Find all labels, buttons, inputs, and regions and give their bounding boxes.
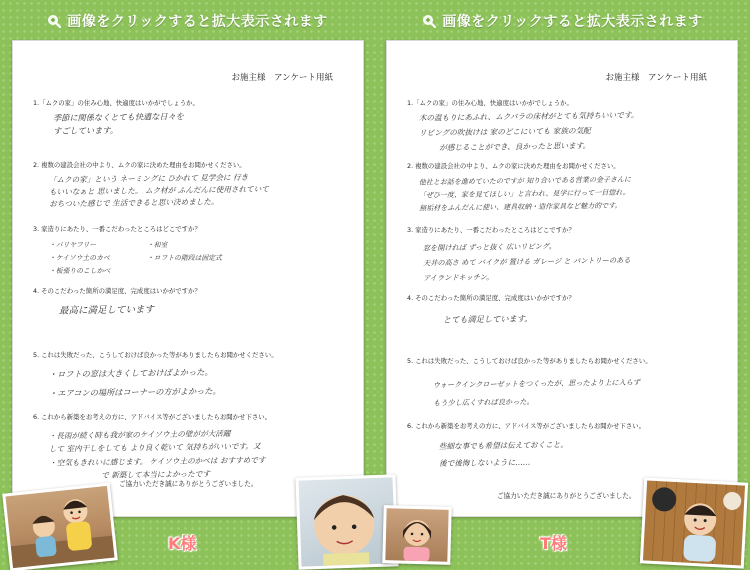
answer-line: ・エアコンの場所はコーナーの方がよかった。: [49, 385, 221, 399]
answer-4: [443, 312, 533, 326]
answer-line: リビングの吹抜けは 家のどこにいても 家族の気配: [418, 125, 591, 138]
answer-3: [49, 239, 245, 278]
answer-line: 天井の高さ めて バイクが 置ける ガレージ と パントリーのある: [422, 255, 631, 268]
closing-text: ご協力いただき誠にありがとうございました。: [119, 480, 258, 488]
family-photo: [640, 477, 748, 568]
answer-line: して 室内干しをしても より良く乾いて 気持ちがいいです。又: [48, 441, 261, 454]
answer-line: 窓を開ければ ずっと抜く 広いリビング。: [422, 241, 556, 253]
answer-line: 「ぜひ一度、家を見てほしい」と言われ、見学に行って一目惚れ。: [418, 188, 630, 200]
question-5: 5. これは失敗だった、こうしておけば良かった等がありましたらお聞かせください。: [407, 357, 652, 365]
answer-5: [49, 363, 221, 403]
caption-text: 画像をクリックすると拡大表示されます: [67, 14, 328, 30]
caption-text: 画像をクリックすると拡大表示されます: [442, 14, 703, 30]
answer-line: で 新築して本当によかったです: [101, 469, 211, 480]
answer-line: ウォークインクローゼットをつくったが、思ったより上に入らず: [432, 377, 641, 390]
answer-4: [59, 303, 154, 319]
answer-line: もいいなぁと 思いました。 ムク材が ふんだんに使用されていて: [48, 184, 269, 197]
answer-line: 些細な事でも希望は伝えておくこと。: [438, 440, 569, 451]
answer-3: [423, 238, 631, 286]
zoom-caption[interactable]: [375, 11, 750, 31]
question-1: 1.「ムクの家」の住み心地、快適度はいかがでしょうか。: [407, 99, 573, 107]
question-2: 2. 複数の建設会社の中より、ムクの家に決めた理由をお聞かせください。: [407, 162, 620, 170]
answer-line: ・ロフトの窓は大きくしておけばよかった。: [48, 366, 213, 380]
answer-line: すごしています。: [53, 124, 119, 136]
answer-line: とても満足しています。: [442, 313, 533, 325]
survey-sheet-k[interactable]: [12, 40, 364, 517]
answer-line: 季節に関係なくとても快適な日々を: [52, 111, 184, 123]
answer-2: [419, 174, 632, 216]
survey-sheet-t[interactable]: [386, 40, 738, 517]
sheet-title: お施主様 アンケート用紙: [605, 73, 707, 83]
customer-name-k: K様: [168, 534, 197, 553]
question-5: 5. これは失敗だった、こうしておけば良かった等がありましたらお聞かせください。: [33, 351, 278, 359]
answer-5: [433, 374, 641, 413]
answer-line: 「ムクの家」という ネーミングに ひかれて 見学会に 行き: [48, 172, 249, 185]
question-6: 6. これから新築をお考えの方に、アドバイス等がございましたらお聞かせ下さい。: [407, 422, 645, 430]
answer-line: もう少し広くすれば良かった。: [433, 397, 534, 408]
sheet-title: お施主様 アンケート用紙: [231, 73, 333, 83]
question-4: 4. そのこだわった箇所の満足度、完成度はいかがですか？: [407, 294, 575, 302]
answer-item: ・ロフトの階段は固定式: [147, 254, 222, 262]
answer-item: ・ケイソウ土のカベ: [49, 254, 110, 262]
answer-6: [439, 436, 569, 473]
answer-2: [49, 171, 269, 209]
answer-line: 最高に満足しています: [58, 304, 155, 317]
toddler-face-illustration: [299, 477, 396, 566]
question-3: 3. 家造りにあたり、一番こだわったところはどこですか？: [33, 225, 201, 233]
magnifier-plus-icon: [47, 14, 61, 28]
answer-line: アイランドキッチン。: [423, 272, 494, 283]
child-photo-small: [382, 505, 451, 565]
girl-illustration: [385, 508, 448, 562]
children-illustration: [6, 486, 115, 568]
magnifier-plus-icon: [422, 14, 436, 28]
question-2: 2. 複数の建設会社の中より、ムクの家に決めた理由をお聞かせください。: [33, 161, 246, 169]
question-4: 4. そのこだわった箇所の満足度、完成度はいかがですか？: [33, 287, 201, 295]
answer-line: ・空気もきれいに感じます。 ケイソウ土のかべは おすすめです: [49, 455, 266, 468]
answer-item: ・板張りのこしかべ: [49, 267, 111, 275]
question-6: 6. これから新築をお考えの方に、アドバイス等がございましたらお聞かせ下さい。: [33, 413, 271, 421]
zoom-caption[interactable]: [0, 11, 375, 31]
answer-line: 後で後悔しないように……: [439, 458, 531, 469]
testimonial-panel-t: [375, 0, 750, 570]
question-3: 3. 家造りにあたり、一番こだわったところはどこですか？: [407, 226, 575, 234]
answer-item: ・和室: [147, 241, 168, 249]
answer-line: 他社とお話を進めていたのですが 知り合いである営業の金子さんに: [418, 175, 632, 187]
answer-line: 無垢材をふんだんに使い、建具収納・造作家具など魅力的です。: [419, 201, 622, 213]
answer-1: [419, 108, 639, 155]
customer-name-t: T様: [540, 534, 567, 553]
answer-line: 木の温もりにあふれ、ムクバラの床材がとても気持ちいいです。: [418, 110, 639, 123]
closing-text: ご協力いただき誠にありがとうございました。: [497, 492, 636, 500]
answer-6: [49, 426, 266, 482]
answer-item: ・バリヤフリー: [49, 241, 97, 249]
family-photo: [2, 483, 118, 570]
answer-line: が感じることができ、良かったと思います。: [439, 140, 591, 152]
answer-line: おちついた感じで 生活できると思い決めました。: [49, 196, 219, 209]
answer-1: [53, 110, 184, 137]
answer-line: ・長雨が続く時も我が家のケイソウ土の壁がが大活躍: [48, 428, 231, 441]
question-1: 1.「ムクの家」の住み心地、快適度はいかがでしょうか。: [33, 99, 199, 107]
child-on-floor-illustration: [643, 480, 745, 565]
